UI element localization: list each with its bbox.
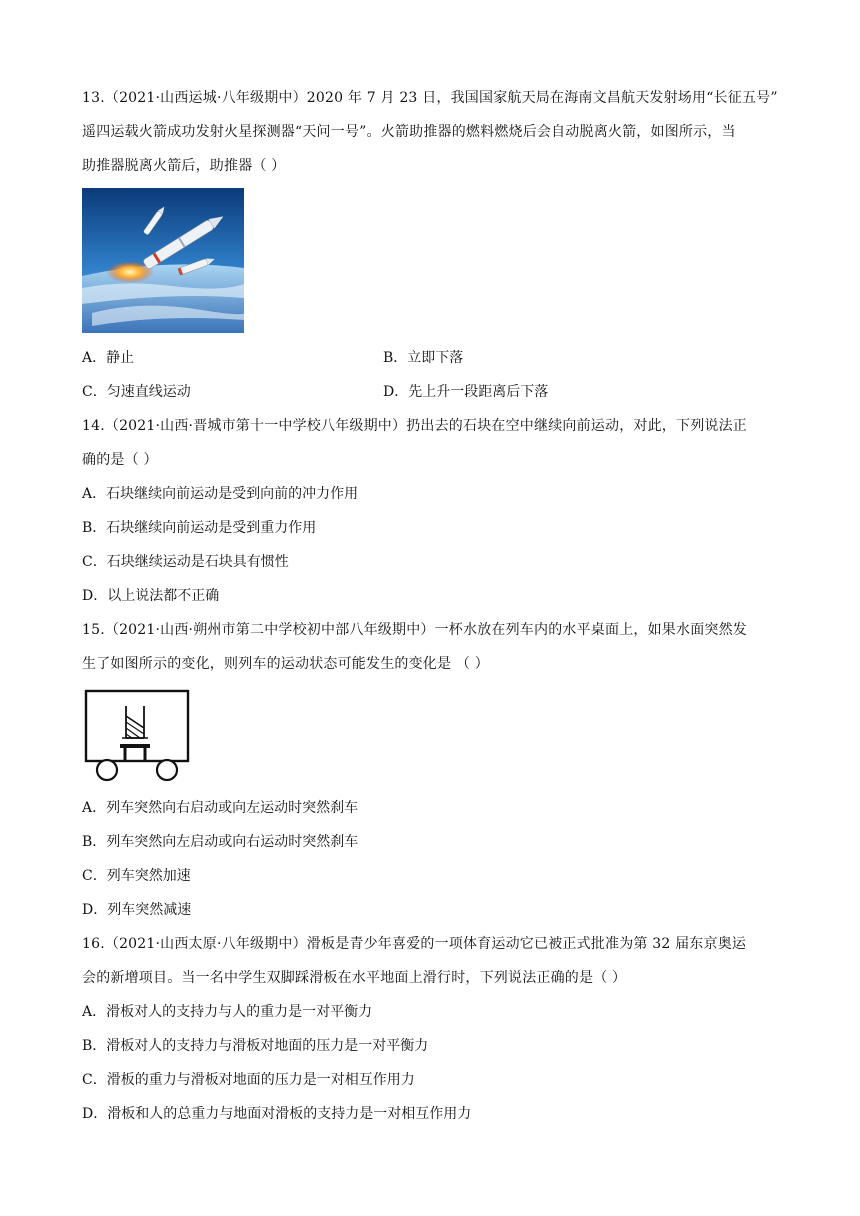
- q13-option-b: B．立即下落: [383, 350, 464, 366]
- q16-line-2: 会的新增项目。当一名中学生双脚踩滑板在水平地面上滑行时，下列说法正确的是（ ）: [82, 970, 627, 986]
- q14-option-d: D．以上说法都不正确: [82, 588, 220, 604]
- q14-option-b: B．石块继续向前运动是受到重力作用: [82, 520, 317, 536]
- q15-option-c: C．列车突然加速: [82, 868, 191, 884]
- q13-option-a: A．静止: [82, 350, 135, 366]
- q16-option-d: D．滑板和人的总重力与地面对滑板的支持力是一对相互作用力: [82, 1106, 472, 1122]
- q16-line-1: 16.（2021·山西太原·八年级期中）滑板是青少年喜爱的一项体育运动它已被正式批准为第 32 届东京奥运: [82, 936, 747, 952]
- q13-line-2: 遥四运载火箭成功发射火星探测器“天问一号”。火箭助推器的燃料燃烧后会自动脱离火箭，如图所示，当: [82, 124, 736, 140]
- q14-option-c: C．石块继续运动是石块具有惯性: [82, 554, 289, 570]
- q16-option-b: B．滑板对人的支持力与滑板对地面的压力是一对平衡力: [82, 1038, 429, 1054]
- q14-line-2: 确的是（ ）: [82, 452, 158, 468]
- q16-option-c: C．滑板的重力与滑板对地面的压力是一对相互作用力: [82, 1072, 415, 1088]
- rocket-separation-photo: [82, 188, 244, 333]
- q13-line-1: 13.（2021·山西运城·八年级期中）2020 年 7 月 23 日，我国国家航天局在海南文昌航天发射场用“长征五号”: [82, 90, 778, 106]
- q13-line-3: 助推器脱离火箭后，助推器（ ）: [82, 158, 286, 174]
- q14-option-a: A．石块继续向前运动是受到向前的冲力作用: [82, 486, 359, 502]
- q15-option-d: D．列车突然减速: [82, 902, 192, 918]
- train-cup-diagram: [82, 688, 192, 784]
- q15-line-2: 生了如图所示的变化，则列车的运动状态可能发生的变化是 （ ）: [82, 656, 489, 672]
- q15-option-a: A．列车突然向右启动或向左运动时突然刹车: [82, 800, 359, 816]
- q16-option-a: A．滑板对人的支持力与人的重力是一对平衡力: [82, 1004, 373, 1020]
- q13-option-d: D．先上升一段距离后下落: [383, 384, 549, 400]
- q15-line-1: 15.（2021·山西·朔州市第二中学校初中部八年级期中）一杯水放在列车内的水平桌面上，如果水面突然发: [82, 622, 747, 638]
- q14-line-1: 14.（2021·山西·晋城市第十一中学校八年级期中）扔出去的石块在空中继续向前运动，对此，下列说法正: [82, 418, 747, 434]
- q15-option-b: B．列车突然向左启动或向右运动时突然刹车: [82, 834, 359, 850]
- q13-option-c: C．匀速直线运动: [82, 384, 191, 400]
